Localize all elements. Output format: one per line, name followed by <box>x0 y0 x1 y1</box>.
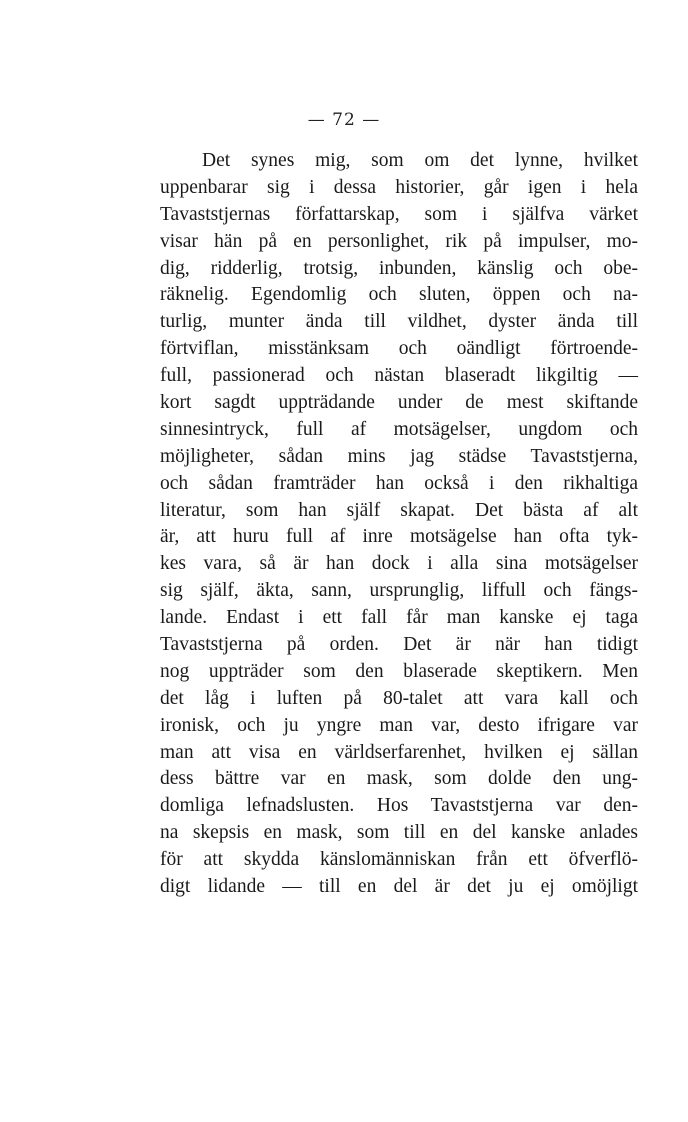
text-line: Det synes mig, som om det lynne, hvilket <box>202 150 638 171</box>
text-line: literatur, som han själf skapat. Det bästa af alt <box>160 499 638 521</box>
text-line: Tavaststjernas författarskap, som i själfva värket <box>160 203 638 225</box>
text-line: full, passionerad och nästan blaseradt likgiltig — <box>160 365 638 387</box>
text-line: det låg i luften på 80-talet att vara kall och <box>160 687 638 709</box>
text-line: kort sagdt uppträdande under de mest skiftande <box>160 392 638 414</box>
text-line: dess bättre var en mask, som dolde den ung- <box>160 768 638 790</box>
text-line: möjligheter, sådan mins jag städse Tavaststjerna, <box>160 445 638 467</box>
text-line: sinnesintryck, full af motsägelser, ungdom och <box>160 418 638 440</box>
text-line: digt lidande — till en del är det ju ej omöjligt <box>160 876 638 898</box>
text-line: är, att huru full af inre motsägelse han ofta tyk- <box>160 526 638 548</box>
text-line: kes vara, så är han dock i alla sina motsägelser <box>160 553 638 575</box>
text-line: turlig, munter ända till vildhet, dyster ända till <box>160 311 638 333</box>
text-line: Tavaststjerna på orden. Det är när han tidigt <box>160 634 638 656</box>
text-line: domliga lefnadslusten. Hos Tavaststjerna var den- <box>160 795 638 817</box>
text-line: sig själf, äkta, sann, ursprunglig, liffull och fängs- <box>160 580 638 602</box>
text-line: och sådan framträder han också i den rikhaltiga <box>160 472 638 494</box>
text-line: räknelig. Egendomlig och sluten, öppen och na- <box>160 284 638 306</box>
text-line: dig, ridderlig, trotsig, inbunden, känslig och obe- <box>160 257 638 279</box>
text-line: förtviflan, misstänksam och oändligt förtroende- <box>160 338 638 360</box>
body-text <box>160 148 638 901</box>
text-line: nog uppträder som den blaserade skeptikern. Men <box>160 660 638 682</box>
text-line: man att visa en världserfarenhet, hvilken ej sällan <box>160 741 638 763</box>
text-line: uppenbarar sig i dessa historier, går igen i hela <box>160 176 638 198</box>
text-line: lande. Endast i ett fall får man kanske ej taga <box>160 607 638 629</box>
text-line: ironisk, och ju yngre man var, desto ifrigare var <box>160 714 638 736</box>
text-line: na skepsis en mask, som till en del kanske anlades <box>160 822 638 844</box>
text-line: för att skydda känslomänniskan från ett öfverflö- <box>160 849 638 871</box>
text-line: visar hän på en personlighet, rik på impulser, mo- <box>160 230 638 252</box>
page-number: — 72 — <box>307 110 381 130</box>
